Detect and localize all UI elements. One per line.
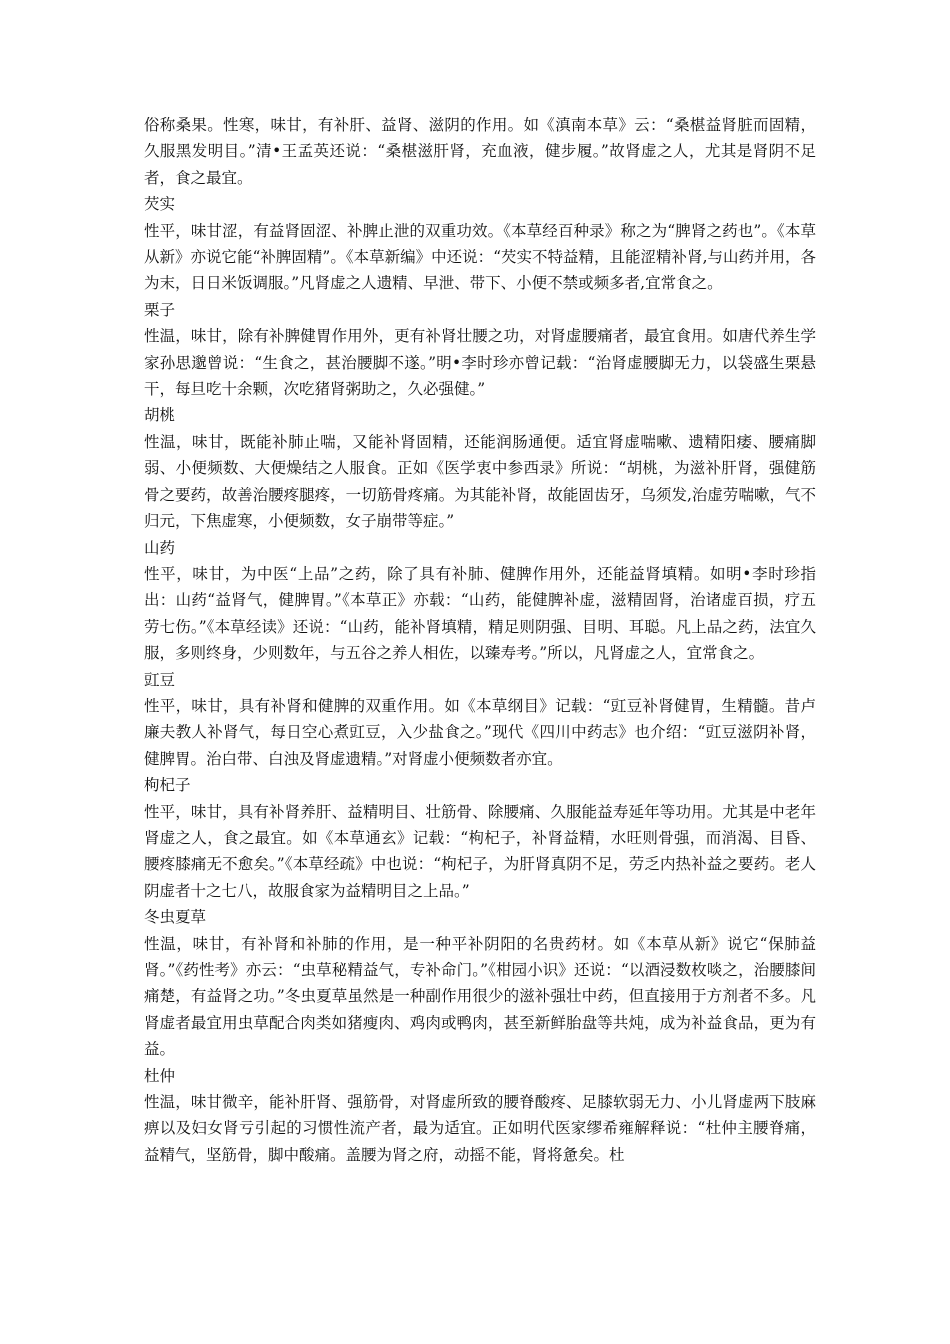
section-title-duzhong: 杜仲: [144, 1066, 176, 1085]
section-text-lizi: 性温，味甘，除有补脾健胃作用外，更有补肾壮腰之功，对肾虚腰痛者，最宜食用。如唐代养生学家孙思邈曾说：“生食之，甚治腰脚不遂。”明•李时珍亦曾记载：“治肾虚腰脚无力，以袋盛生栗悬干，每旦吃十余颗，次吃猪肾粥助之，久必强健。”: [144, 327, 816, 399]
section-text-gouqizi: 性平，味甘，具有补肾养肝、益精明目、壮筋骨、除腰痛、久服能益寿延年等功用。尤其是中老年肾虚之人，食之最宜。如《本草通玄》记载：“枸杞子，补肾益精，水旺则骨强，而消渴、目昏、腰疼膝痛无不愈矣。”《本草经疏》中也说：“枸杞子，为肝肾真阴不足，劳乏内热补益之要药。老人阴虚者十之七八，故服食家为益精明目之上品。”: [144, 802, 816, 900]
section-title-dongchongxiacao: 冬虫夏草: [144, 908, 207, 927]
document-body: [144, 112, 816, 1168]
section-title-shanyao: 山药: [144, 538, 176, 557]
section-title-lizi: 栗子: [144, 300, 176, 319]
section-text-jiangdou: 性平，味甘，具有补肾和健脾的双重作用。如《本草纲目》记载：“豇豆补肾健胃，生精髓。昔卢廉夫教人补肾气，每日空心煮豇豆，入少盐食之。”现代《四川中药志》也介绍：“豇豆滋阴补肾，健脾胃。治白带、白浊及肾虚遗精。”对肾虚小便频数者亦宜。: [144, 696, 816, 768]
section-text-qianshi: 性平，味甘涩，有益肾固涩、补脾止泄的双重功效。《本草经百种录》称之为“脾肾之药也”。《本草从新》亦说它能“补脾固精”。《本草新编》中还说：“芡实不特益精，且能涩精补肾,与山药并用，各为末，日日米饭调服。”凡肾虚之人遗精、早泄、带下、小便不禁或频多者,宜常食之。: [144, 221, 816, 293]
section-text-hutao: 性温，味甘，既能补肺止喘，又能补肾固精，还能润肠通便。适宜肾虚喘嗽、遗精阳痿、腰痛脚弱、小便频数、大便燥结之人服食。正如《医学衷中参西录》所说：“胡桃，为滋补肝肾，强健筋骨之要药，故善治腰疼腿疼，一切筋骨疼痛。为其能补肾，故能固齿牙，乌须发,治虚劳喘嗽，气不归元，下焦虚寒，小便频数，女子崩带等症。”: [144, 432, 816, 531]
section-text-shanyao: 性平，味甘，为中医“上品”之药，除了具有补肺、健脾作用外，还能益肾填精。如明•李时珍指出：山药“益肾气，健脾胃。”《本草正》亦载：“山药，能健脾补虚，滋精固肾，治诸虚百损，疗五劳七伤。”《本草经读》还说：“山药，能补肾填精，精足则阴强、目明、耳聪。凡上品之药，法宜久服，多则终身，少则数年，与五谷之养人相佐，以臻寿考。”所以，凡肾虚之人，宜常食之。: [144, 564, 816, 663]
section-text-dongchongxiacao: 性温，味甘，有补肾和补肺的作用，是一种平补阴阳的名贵药材。如《本草从新》说它“保肺益肾。”《药性考》亦云：“虫草秘精益气，专补命门。”《柑园小识》还说：“以酒浸数枚啖之，治腰膝间痛楚，有益肾之功。”冬虫夏草虽然是一种副作用很少的滋补强壮中药，但直接用于方剂者不多。凡肾虚者最宜用虫草配合肉类如猪瘦肉、鸡肉或鸭肉，甚至新鲜胎盘等共炖，成为补益食品，更为有益。: [144, 934, 816, 1059]
section-title-gouqizi: 枸杞子: [144, 776, 191, 795]
section-title-jiangdou: 豇豆: [144, 670, 176, 689]
intro-paragraph: 俗称桑果。性寒，味甘，有补肝、益肾、滋阴的作用。如《滇南本草》云：“桑椹益肾脏而固精，久服黑发明目。”清•王孟英还说：“桑椹滋肝肾，充血液，健步履。”故肾虚之人，尤其是肾阴不足者，食之最宜。: [144, 116, 816, 187]
section-title-qianshi: 芡实: [144, 195, 176, 214]
section-title-hutao: 胡桃: [144, 406, 176, 425]
section-text-duzhong: 性温，味甘微辛，能补肝肾、强筋骨，对肾虚所致的腰脊酸疼、足膝软弱无力、小儿肾虚两下肢麻痹以及妇女肾亏引起的习惯性流产者，最为适宜。正如明代医家缪希雍解释说：“杜仲主腰脊痛，益精气，坚筋骨，脚中酸痛。盖腰为肾之府，动摇不能，肾将惫矣。杜: [144, 1093, 816, 1164]
